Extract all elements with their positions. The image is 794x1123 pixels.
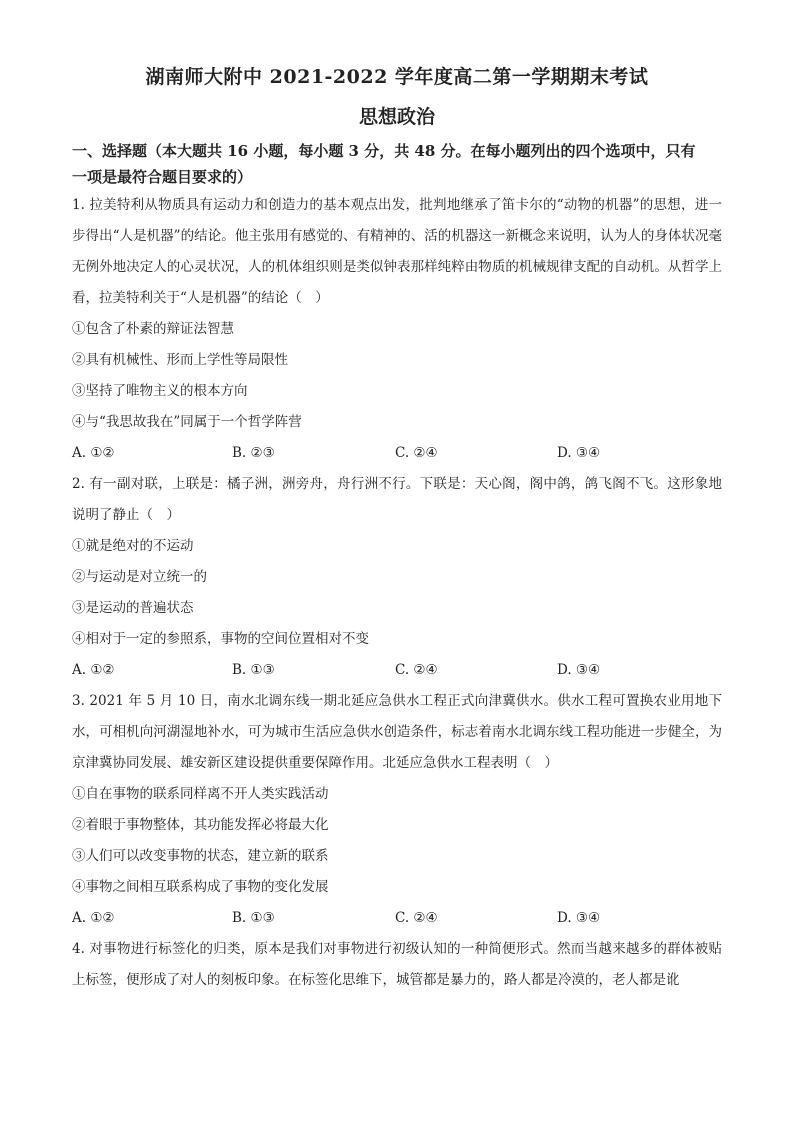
section-heading (72, 138, 722, 190)
answer-choices (72, 655, 722, 686)
choice-a: A. ①② (72, 910, 115, 926)
option-1: ①自在事物的联系同样离不开人类实践活动 (72, 786, 329, 802)
section-heading-line2: 一项是最符合题目要求的） (72, 168, 253, 186)
option-4: ④与“我思故我在”同属于一个哲学阵营 (72, 414, 302, 430)
question-stem: 3. 2021 年 5 月 10 日，南水北调东线一期北延应急供水工程正式向津冀供水。供水工程可置换农业用地下水，可相机向河湖湿地补水，可为城市生活应急供水创造条件，标志着南水北调东线工程功能进一步健全，为京津冀协同发展、雄安新区建设提供重要保障作用。北延应急供水工程表明（ ） (72, 693, 722, 771)
option-3: ③坚持了唯物主义的根本方向 (72, 383, 248, 399)
question-1 (72, 190, 722, 469)
option-1: ①包含了朴素的辩证法智慧 (72, 321, 234, 337)
section-heading-line1: 一、选择题（本大题共 16 小题，每小题 3 分，共 48 分。在每小题列出的四个选项中，只有 (72, 142, 696, 160)
option-2: ②具有机械性、形而上学性等局限性 (72, 352, 288, 368)
option-4: ④相对于一定的参照系，事物的空间位置相对不变 (72, 631, 369, 647)
choice-b: B. ①③ (232, 910, 275, 926)
question-2 (72, 469, 722, 686)
choice-d: D. ③④ (557, 445, 601, 461)
choice-b: B. ②③ (232, 445, 275, 461)
answer-choices (72, 903, 722, 934)
question-stem: 2. 有一副对联，上联是：橘子洲，洲旁舟，舟行洲不行。下联是：天心阁，阁中鸽，鸽飞阁不飞。这形象地说明了静止（ ） (72, 476, 722, 523)
exam-page (72, 64, 722, 996)
exam-subject: 思想政治 (358, 106, 435, 128)
question-3 (72, 686, 722, 934)
option-2: ②与运动是对立统一的 (72, 569, 207, 585)
question-4 (72, 934, 722, 996)
option-2: ②着眼于事物整体，其功能发挥必将最大化 (72, 817, 329, 833)
choice-c: C. ②④ (395, 910, 438, 926)
answer-choices (72, 438, 722, 469)
option-4: ④事物之间相互联系构成了事物的变化发展 (72, 879, 329, 895)
choice-a: A. ①② (72, 445, 115, 461)
choice-a: A. ①② (72, 662, 115, 678)
option-3: ③是运动的普遍状态 (72, 600, 194, 616)
question-stem: 4. 对事物进行标签化的归类，原本是我们对事物进行初级认知的一种简便形式。然而当越来越多的群体被贴上标签，便形成了对人的刻板印象。在标签化思维下，城管都是暴力的，路人都是冷漠的，老人都是讹 (72, 941, 722, 988)
choice-d: D. ③④ (557, 910, 601, 926)
choice-b: B. ①③ (232, 662, 275, 678)
choice-c: C. ②④ (395, 445, 438, 461)
choice-c: C. ②④ (395, 662, 438, 678)
option-1: ①就是绝对的不运动 (72, 538, 194, 554)
exam-title: 湖南师大附中 2021-2022 学年度高二第一学期期末考试 (145, 66, 649, 88)
option-3: ③人们可以改变事物的状态，建立新的联系 (72, 848, 329, 864)
choice-d: D. ③④ (557, 662, 601, 678)
question-stem: 1. 拉美特利从物质具有运动力和创造力的基本观点出发，批判地继承了笛卡尔的“动物的机器”的思想，进一步得出“人是机器”的结论。他主张用有感觉的、有精神的、活的机器这一新概念来说明，认为人的身体状况毫无例外地决定人的心灵状况，人的机体组织则是类似钟表那样纯粹由物质的机械规律支配的自动机。从哲学上看，拉美特利关于“人是机器”的结论（ ） (72, 197, 722, 306)
